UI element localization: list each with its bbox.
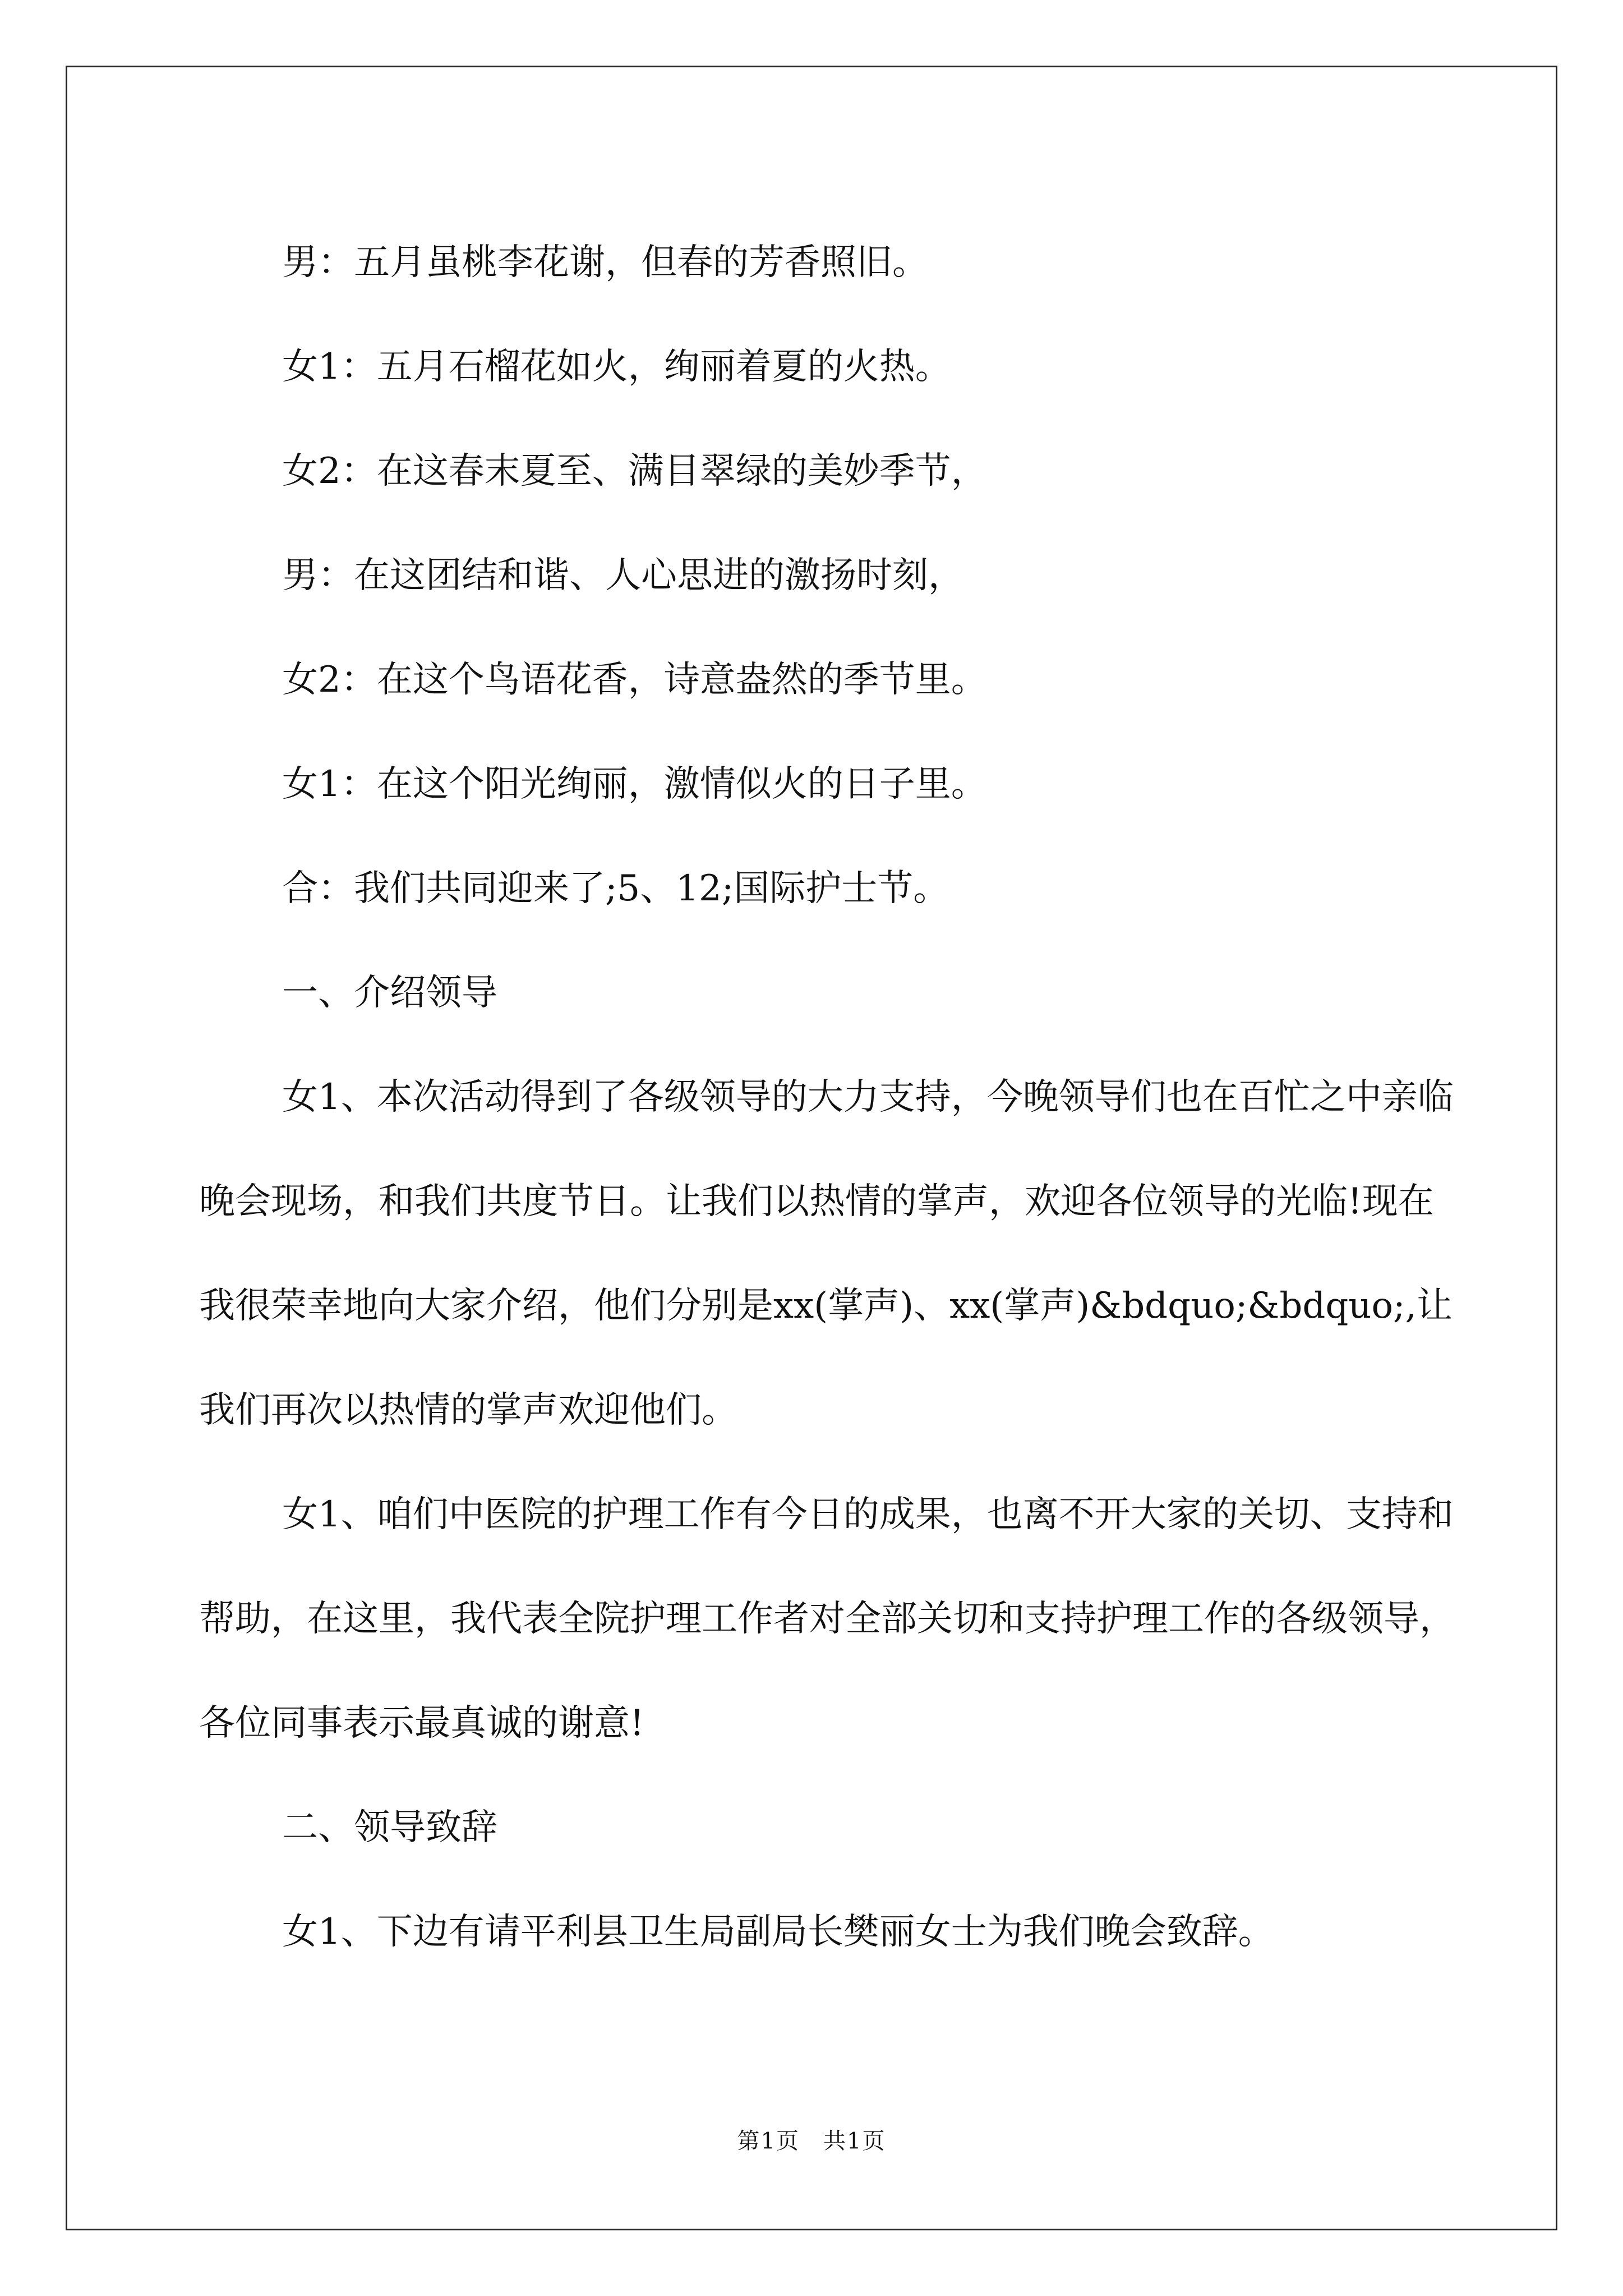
paragraph-5: 女2：在这个鸟语花香，诗意盎然的季节里。 [282, 659, 987, 701]
document-body [199, 210, 1455, 1984]
paragraph-10: 女1、下边有请平利县卫生局副局长樊丽女士为我们晚会致辞。 [282, 1911, 1274, 1953]
paragraph-6: 女1：在这个阳光绚丽，激情似火的日子里。 [282, 763, 987, 805]
paragraph-7: 合：我们共同迎来了;5、12;国际护士节。 [282, 868, 949, 909]
paragraph-9: 女1、咱们中医院的护理工作有今日的成果，也离不开大家的关切、支持和帮助，在这里，我代表全院护理工作者对全部关切和支持护理工作的各级领导，各位同事表示最真诚的谢意! [199, 1494, 1455, 1744]
paragraph-1: 男：五月虽桃李花谢，但春的芳香照旧。 [282, 242, 928, 283]
paragraph-4: 男：在这团结和谐、人心思进的激扬时刻， [282, 555, 964, 596]
page-number-footer: 第1页 共1页 [737, 2128, 886, 2154]
section-heading-1: 一、介绍领导 [282, 972, 497, 1014]
paragraph-2: 女1：五月石榴花如火，绚丽着夏的火热。 [282, 346, 951, 388]
paragraph-3: 女2：在这春末夏至、满目翠绿的美妙季节， [282, 450, 987, 492]
paragraph-8: 女1、本次活动得到了各级领导的大力支持，今晚领导们也在百忙之中亲临晚会现场，和我们共度节日。让我们以热情的掌声，欢迎各位领导的光临!现在我很荣幸地向大家介绍，他们分别是xx(掌声)、xx(掌声)&bdquo;&bdquo;,让我们再次以热情的掌声欢迎他们。 [199, 1076, 1454, 1431]
section-heading-2: 二、领导致辞 [282, 1807, 497, 1848]
